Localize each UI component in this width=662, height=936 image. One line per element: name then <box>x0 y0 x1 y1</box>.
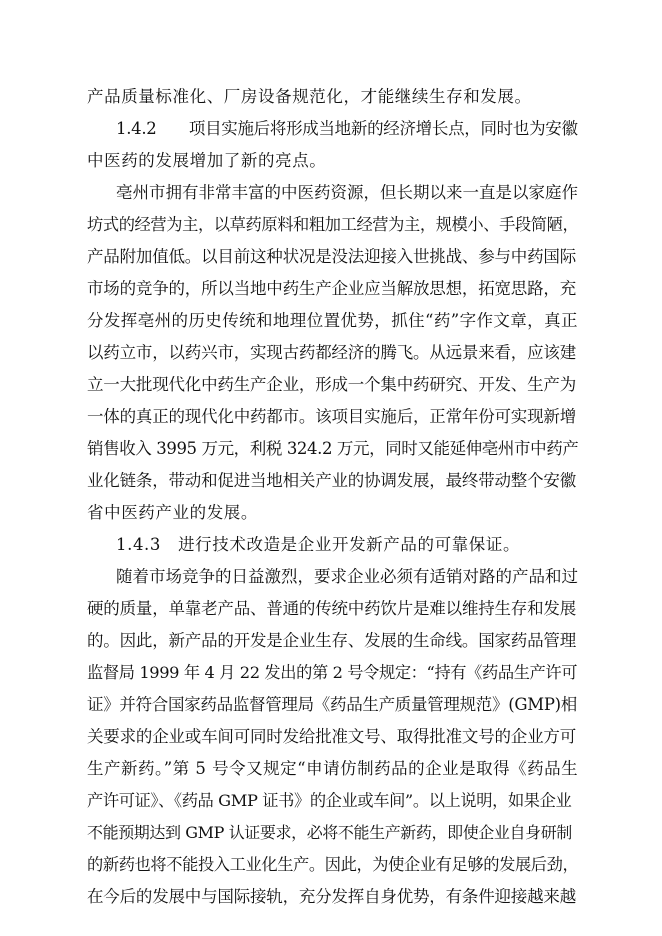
text-line: 不能预期达到 GMP 认证要求，必将不能生产新药，即使企业自身研制 <box>87 823 572 842</box>
text-line: 坊式的经营为主，以草药原料和粗加工经营为主，规模小、手段简陋， <box>87 215 579 234</box>
text-line: 监督局 1999 年 4 月 22 发出的第 2 号令规定：“持有《药品生产许可 <box>87 663 578 682</box>
text-line: 产品附加值低。以目前这种状况是没法迎接入世挑战、参与中药国际 <box>87 247 577 266</box>
text-line: 市场的竞争的，所以当地中药生产企业应当解放思想，拓宽思路，充 <box>87 279 577 298</box>
text-line: 生产新药。”第 5 号令又规定“申请仿制药品的企业是取得《药品生 <box>87 759 579 778</box>
text-line: 的新药也将不能投入工业化生产。因此，为使企业有足够的发展后劲， <box>87 855 579 874</box>
text-line: 以药立市，以药兴市，实现古药都经济的腾飞。从远景来看，应该建 <box>87 343 577 362</box>
text-line: 中医药的发展增加了新的亮点。 <box>87 151 327 170</box>
text-line: 分发挥亳州的历史传统和地理位置优势，抓住“药”字作文章，真正 <box>87 311 578 330</box>
text-line: 一体的真正的现代化中药都市。该项目实施后，正常年份可实现新增 <box>87 407 577 426</box>
paragraph-start: 随着市场竞争的日益激烈，要求企业必须有适销对路的产品和过 <box>116 567 578 586</box>
text-line: 关要求的企业或车间可同时发给批准文号、取得批准文号的企业方可 <box>87 727 577 746</box>
text-line: 业化链条，带动和促进当地相关产业的协调发展，最终带动整个安徽 <box>87 471 577 490</box>
paragraph-start: 亳州市拥有非常丰富的中医药资源，但长期以来一直是以家庭作 <box>116 183 578 202</box>
text-line: 产品质量标准化、厂房设备规范化，才能继续生存和发展。 <box>87 87 532 106</box>
text-line: 销售收入 3995 万元，利税 324.2 万元，同时又能延伸亳州市中药产 <box>87 439 579 458</box>
text-line: 产许可证》、《药品 GMP 证书》的企业或车间”。以上说明，如果企业 <box>87 791 572 810</box>
text-line: 省中医药产业的发展。 <box>87 503 258 522</box>
section-heading-1-4-2: 1.4.2 项目实施后将形成当地新的经济增长点，同时也为安徽 <box>116 119 578 138</box>
text-line: 证》并符合国家药品监督管理局《药品生产质量管理规范》(GMP)相 <box>87 695 577 714</box>
section-heading-1-4-3: 1.4.3 进行技术改造是企业开发新产品的可靠保证。 <box>116 535 521 554</box>
text-line: 硬的质量，单靠老产品、普通的传统中药饮片是难以维持生存和发展 <box>87 599 577 618</box>
text-line: 立一大批现代化中药生产企业，形成一个集中药研究、开发、生产为 <box>87 375 577 394</box>
text-line: 的。因此，新产品的开发是企业生存、发展的生命线。国家药品管理 <box>87 631 577 650</box>
text-line: 在今后的发展中与国际接轨，充分发挥自身优势，有条件迎接越来越 <box>87 887 577 906</box>
